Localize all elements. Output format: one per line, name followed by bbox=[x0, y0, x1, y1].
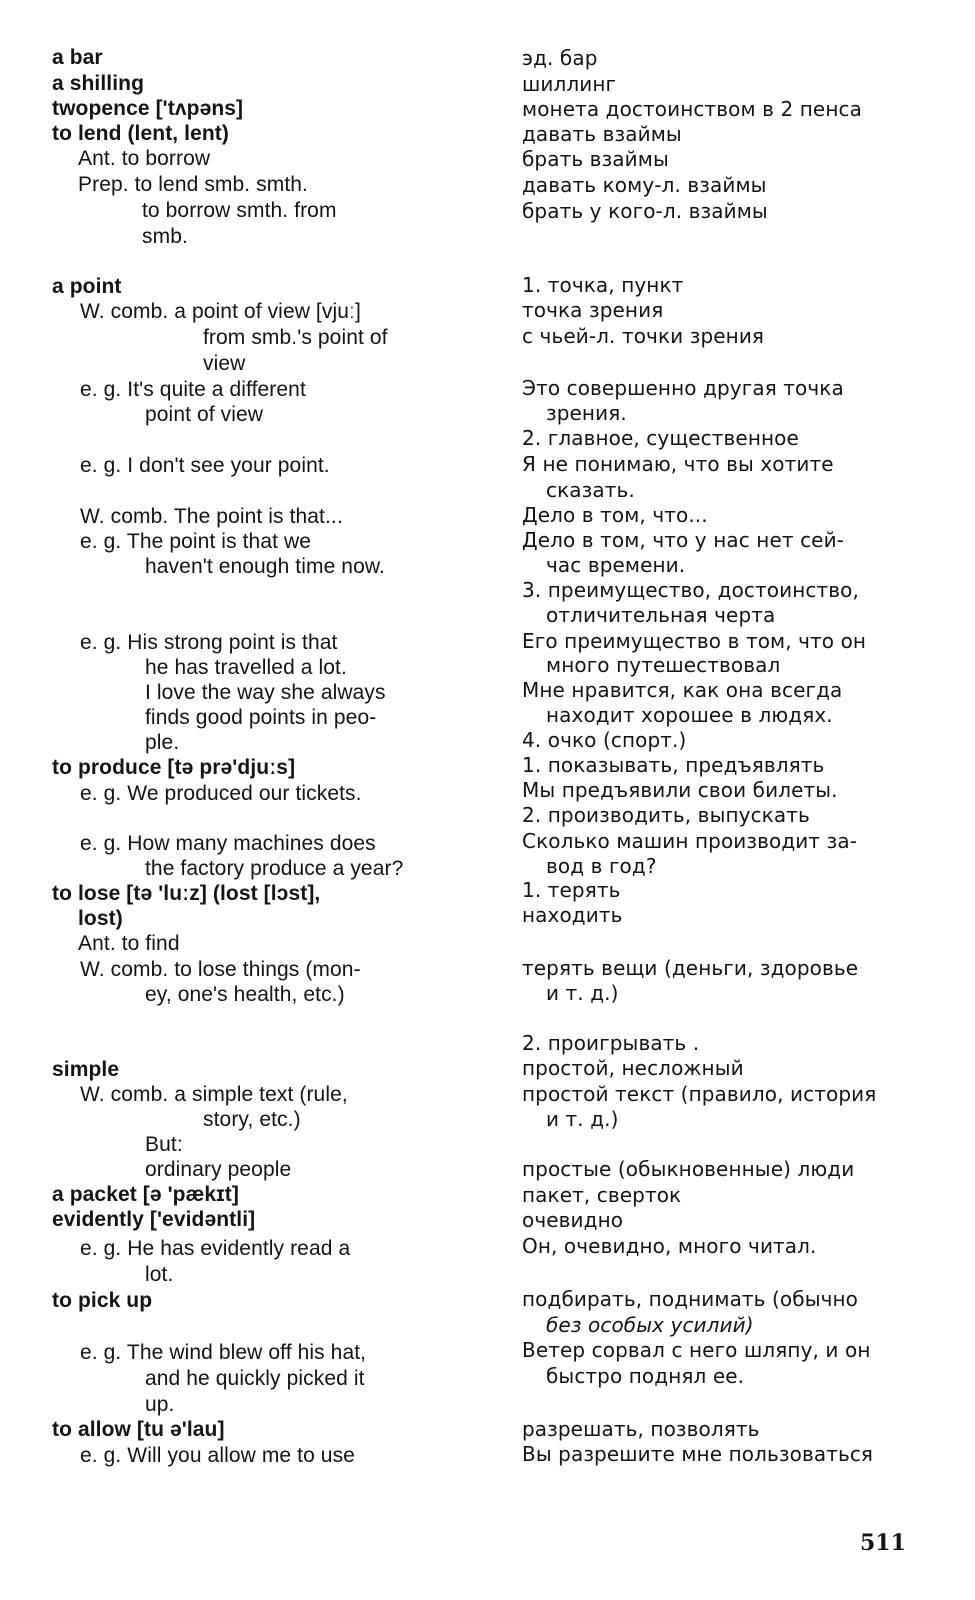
ru-line: пакет, сверток bbox=[522, 1183, 682, 1207]
ru-line: отличительная черта bbox=[546, 603, 776, 627]
ru-line: 1. терять bbox=[522, 878, 621, 902]
en-line: e. g. The wind blew off his hat, bbox=[80, 1341, 367, 1364]
ru-line: простой текст (правило, история bbox=[522, 1082, 877, 1106]
en-line: e. g. It's quite a different bbox=[80, 378, 306, 401]
en-line: W. comb. The point is that... bbox=[80, 505, 343, 528]
en-line: ey, one's health, etc.) bbox=[145, 983, 345, 1006]
en-line: e. g. The point is that we bbox=[80, 530, 312, 553]
ru-line: Вы разрешите мне пользоваться bbox=[522, 1442, 874, 1466]
ru-line: с чьей-л. точки зрения bbox=[522, 324, 765, 348]
en-line: simple bbox=[52, 1058, 120, 1081]
en-line: e. g. We produced our tickets. bbox=[80, 782, 362, 805]
ru-line: эд. бар bbox=[522, 46, 598, 70]
en-line: e. g. I don't see your point. bbox=[80, 454, 330, 477]
en-line: lost) bbox=[78, 907, 123, 930]
ru-line: Дело в том, что... bbox=[522, 503, 708, 527]
ru-line: 2. производить, выпускать bbox=[522, 803, 810, 827]
en-line: e. g. Will you allow me to use bbox=[80, 1444, 355, 1467]
ru-line: 1. точка, пункт bbox=[522, 273, 684, 297]
en-line: haven't enough time now. bbox=[145, 555, 385, 578]
en-line: he has travelled a lot. bbox=[145, 656, 347, 679]
ru-line: точка зрения bbox=[522, 298, 664, 322]
en-line: But: bbox=[145, 1133, 183, 1156]
ru-line: 4. очко (спорт.) bbox=[522, 728, 687, 752]
ru-line: разрешать, позволять bbox=[522, 1417, 760, 1441]
en-line: smb. bbox=[142, 225, 188, 248]
en-line: Prep. to lend smb. smth. bbox=[78, 173, 308, 196]
ru-line: очевидно bbox=[522, 1208, 624, 1232]
ru-line: давать взаймы bbox=[522, 122, 682, 146]
en-line: a packet [ə 'pækɪt] bbox=[52, 1183, 239, 1206]
en-line: e. g. He has evidently read a bbox=[80, 1237, 351, 1260]
ru-line: шиллинг bbox=[522, 72, 617, 96]
en-line: the factory produce a year? bbox=[145, 857, 404, 880]
en-line: to lend (lent, lent) bbox=[52, 122, 229, 145]
ru-line: без особых усилий) bbox=[546, 1313, 754, 1337]
en-line: to allow [tu ə'lau] bbox=[52, 1418, 225, 1441]
ru-line: 1. показывать, предъявлять bbox=[522, 753, 825, 777]
en-line: Ant. to borrow bbox=[78, 147, 211, 170]
ru-line: терять вещи (деньги, здоровье bbox=[522, 956, 859, 980]
en-line: finds good points in peo- bbox=[145, 706, 377, 729]
ru-line: 2. главное, существенное bbox=[522, 426, 799, 450]
ru-line: зрения. bbox=[546, 401, 627, 425]
en-line: e. g. His strong point is that bbox=[80, 631, 338, 654]
en-line: lot. bbox=[145, 1263, 174, 1286]
ru-line: находит хорошее в людях. bbox=[546, 703, 833, 727]
en-line: from smb.'s point of bbox=[203, 326, 388, 349]
en-line: ple. bbox=[145, 731, 180, 754]
en-line: evidently ['evidəntli] bbox=[52, 1208, 256, 1231]
ru-line: Он, очевидно, много читал. bbox=[522, 1234, 817, 1258]
en-line: to produce [tə prə'djuːs] bbox=[52, 756, 296, 779]
ru-line: и т. д.) bbox=[546, 981, 619, 1005]
ru-line: 2. проигрывать . bbox=[522, 1031, 700, 1055]
ru-line: простые (обыкновенные) люди bbox=[522, 1157, 855, 1181]
ru-line: вод в год? bbox=[546, 854, 657, 878]
en-line: to borrow smth. from bbox=[142, 199, 337, 222]
en-line: W. comb. to lose things (mon- bbox=[80, 958, 361, 981]
en-line: W. comb. a point of view [vjuː] bbox=[80, 300, 361, 323]
ru-line: Сколько машин производит за- bbox=[522, 829, 858, 853]
ru-line: Дело в том, что у нас нет сей- bbox=[522, 528, 844, 552]
ru-line: быстро поднял ее. bbox=[546, 1364, 745, 1388]
ru-line: Его преимущество в том, что он bbox=[522, 629, 867, 653]
ru-line: и т. д.) bbox=[546, 1107, 619, 1131]
en-line: Ant. to find bbox=[78, 932, 180, 955]
en-line: to lose [tə 'luːz] (lost [lɔst], bbox=[52, 882, 321, 905]
ru-line: Мне нравится, как она всегда bbox=[522, 678, 843, 702]
ru-line: простой, несложный bbox=[522, 1056, 744, 1080]
en-line: ordinary people bbox=[145, 1158, 292, 1181]
en-line: story, etc.) bbox=[203, 1108, 301, 1131]
en-line: and he quickly picked it bbox=[145, 1367, 365, 1390]
en-line: I love the way she always bbox=[145, 681, 386, 704]
ru-line: подбирать, поднимать (обычно bbox=[522, 1287, 859, 1311]
en-line: e. g. How many machines does bbox=[80, 832, 376, 855]
en-line: view bbox=[203, 352, 246, 375]
en-line: a shilling bbox=[52, 72, 145, 95]
en-line: up. bbox=[145, 1393, 175, 1416]
en-line: a point bbox=[52, 275, 122, 298]
page-number: 511 bbox=[860, 1530, 906, 1556]
ru-line: 3. преимущество, достоинство, bbox=[522, 578, 859, 602]
ru-line: Я не понимаю, что вы хотите bbox=[522, 452, 834, 476]
en-line: a bar bbox=[52, 46, 103, 69]
ru-line: Ветер сорвал с него шляпу, и он bbox=[522, 1338, 871, 1362]
ru-line: много путешествовал bbox=[546, 653, 781, 677]
ru-line: монета достоинством в 2 пенса bbox=[522, 97, 862, 121]
ru-line: находить bbox=[522, 903, 623, 927]
ru-line: давать кому-л. взаймы bbox=[522, 173, 767, 197]
ru-line: Это совершенно другая точка bbox=[522, 376, 844, 400]
en-line: point of view bbox=[145, 403, 264, 426]
en-line: W. comb. a simple text (rule, bbox=[80, 1083, 348, 1106]
ru-line: сказать. bbox=[546, 478, 635, 502]
en-line: twopence ['tʌpəns] bbox=[52, 97, 244, 120]
ru-line: брать взаймы bbox=[522, 147, 669, 171]
en-line: to pick up bbox=[52, 1289, 153, 1312]
ru-line: брать у кого-л. взаймы bbox=[522, 199, 768, 223]
ru-line: час времени. bbox=[546, 553, 686, 577]
ru-line: Мы предъявили свои билеты. bbox=[522, 778, 838, 802]
